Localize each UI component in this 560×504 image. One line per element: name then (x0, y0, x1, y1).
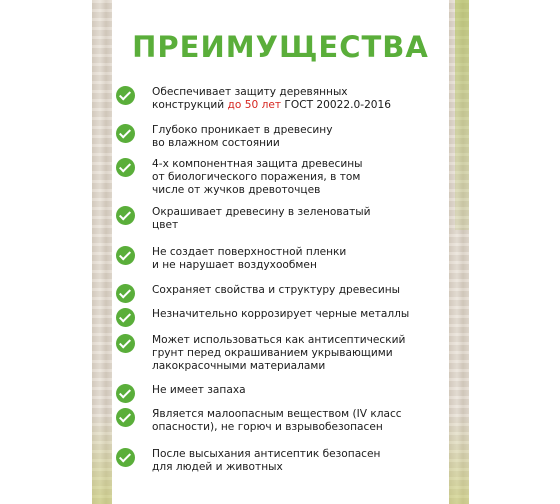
advantage-item (116, 158, 436, 197)
check-circle-icon (116, 206, 135, 225)
wood-plank-right (449, 0, 469, 504)
check-circle-icon (116, 124, 135, 143)
check-circle-icon (116, 246, 135, 265)
advantage-text: Не создает поверхностной пленки и не нарушает воздухообмен (152, 246, 347, 271)
advantages-panel (112, 0, 449, 504)
advantage-text: Сохраняет свойства и структуру древесины (152, 284, 401, 296)
check-circle-icon (116, 448, 135, 467)
check-circle-icon (116, 308, 135, 327)
highlight-duration: до 50 лет (227, 99, 282, 111)
advantage-item (116, 124, 436, 150)
check-circle-icon (116, 284, 135, 303)
advantage-text: Окрашивает древесину в зеленоватый цвет (152, 206, 371, 231)
advantage-item (116, 384, 436, 403)
advantage-text: Не имеет запаха (152, 384, 246, 396)
advantage-text: Глубоко проникает в древесину во влажном состоянии (152, 124, 333, 149)
check-circle-icon (116, 334, 135, 353)
wood-plank-left (92, 0, 112, 504)
advantage-text: После высыхания антисептик безопасен для людей и животных (152, 448, 381, 473)
advantage-text: 4-х компонентная защита древесины от биологического поражения, в том числе от жучков древоточцев (152, 158, 363, 196)
page-title: ПРЕИМУЩЕСТВА (132, 30, 429, 64)
advantage-text: Может использоваться как антисептический грунт перед окрашиванием укрывающими лакокрасочными материалами (152, 334, 406, 372)
advantage-item (116, 206, 436, 232)
check-circle-icon (116, 384, 135, 403)
check-circle-icon (116, 86, 135, 105)
advantage-item (116, 334, 436, 373)
advantage-text: Незначительно коррозирует черные металлы (152, 308, 410, 320)
advantage-item (116, 246, 436, 272)
advantage-text: Обеспечивает защиту деревянных конструкций до 50 лет ГОСТ 20022.0-2016 (152, 86, 392, 111)
advantage-item (116, 284, 436, 303)
advantage-item (116, 308, 436, 327)
check-circle-icon (116, 158, 135, 177)
advantage-item (116, 448, 436, 474)
advantage-item (116, 86, 436, 112)
advantage-item (116, 408, 436, 434)
advantage-text: Является малоопасным веществом (IV класс опасности), не горюч и взрывобезопасен (152, 408, 402, 433)
check-circle-icon (116, 408, 135, 427)
